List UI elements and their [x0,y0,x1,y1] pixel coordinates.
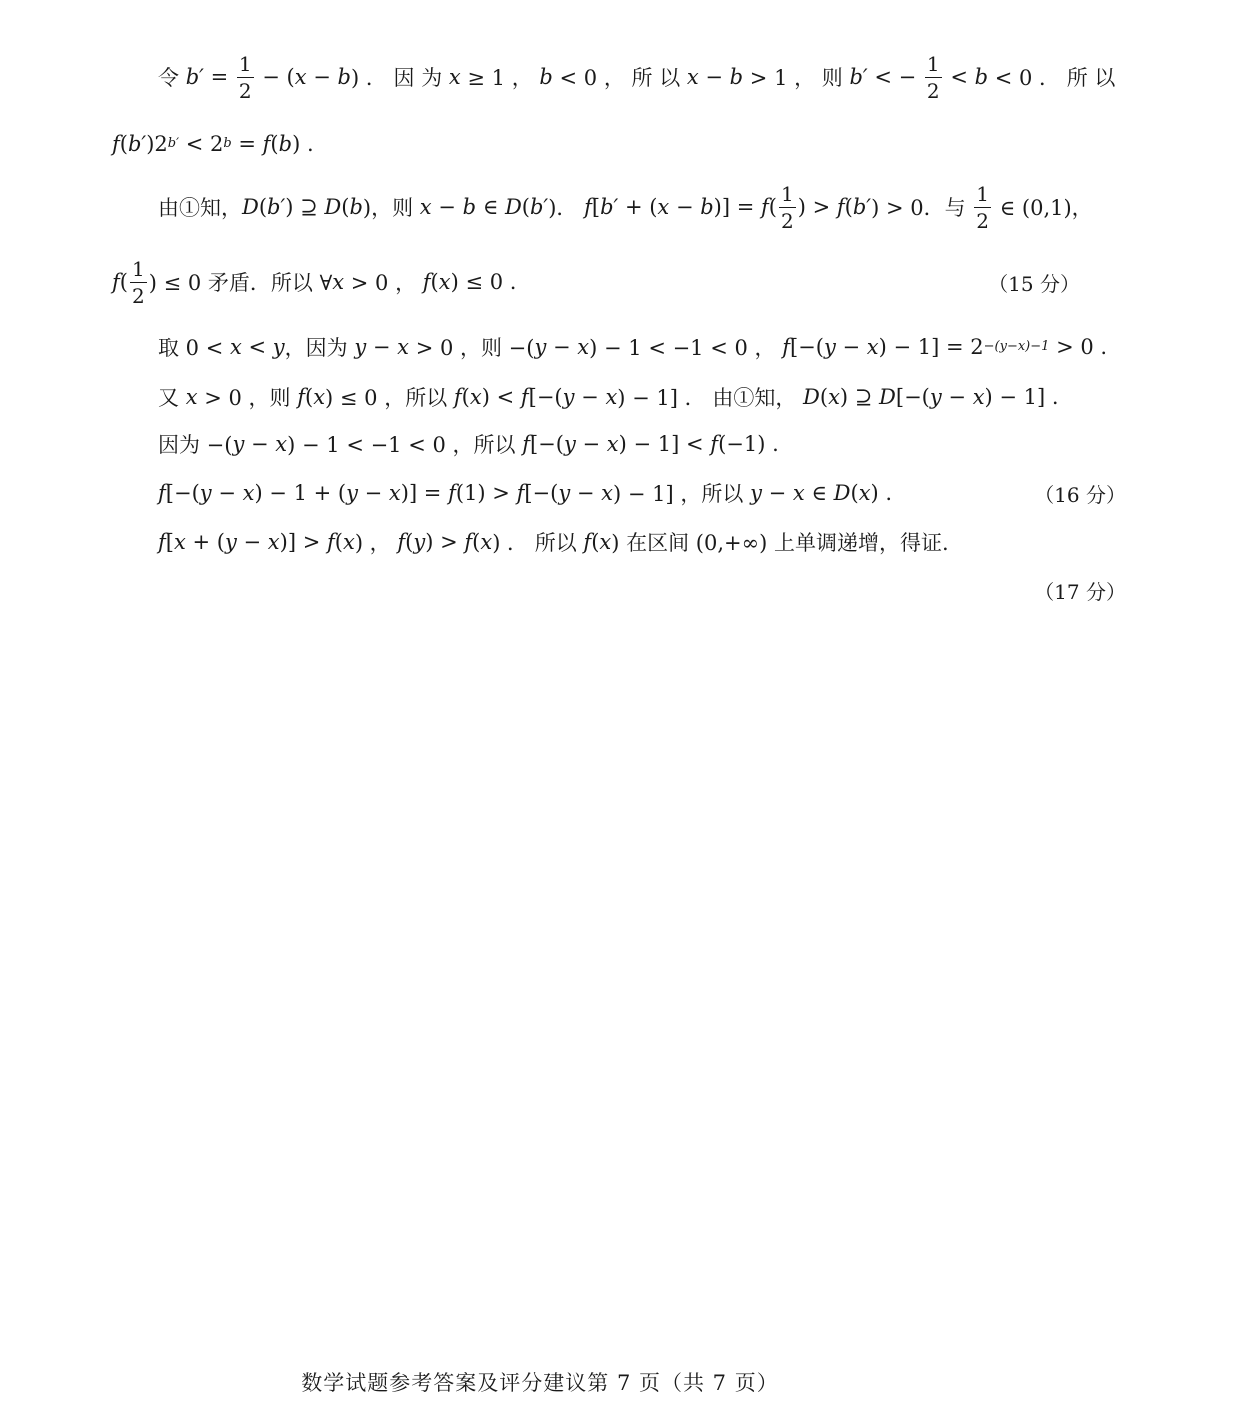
text-run: 因为 −( [158,433,233,457]
text-run: > 1 ， 则 [743,66,850,90]
math-variable: f [158,481,166,505]
math-variable: b [700,195,714,219]
text-run: > 0 ，则 [197,386,298,410]
fraction-numerator: 1 [976,181,989,206]
text-run: − [211,481,243,505]
text-run: ) > [797,195,837,219]
text-run: ( [461,385,470,409]
math-variable: f [112,132,120,156]
text-run: − [244,432,276,456]
fraction-denominator: 2 [781,208,794,233]
math-variable: x [185,385,198,409]
math-variable: f [262,132,271,156]
math-variable: y [346,481,358,505]
math-variable: f [516,481,525,505]
text-run: − [835,335,867,359]
math-variable: x [229,335,242,359]
text-run: ) − 1] . [984,385,1059,409]
text-run: )] > [279,530,327,554]
text-run: )] = [713,195,762,219]
fraction [237,51,254,103]
text-run: )2 [146,132,168,156]
line-text [158,382,1059,412]
text-run: 取 0 < [158,336,230,360]
text-run: ) − 1] ． 由①知， [617,386,804,410]
math-variable: D [504,195,522,219]
fraction-denominator: 2 [238,78,252,103]
math-variable: y [562,385,575,409]
math-variable: x [606,432,619,456]
text-run: ( [591,530,600,554]
text-run: [−( [528,385,563,409]
text-run: ) − 1 + ( [254,481,347,505]
math-variable: b′ [127,132,147,156]
text-run: < 0 ， 所 以 [552,66,687,90]
line-text [112,256,517,308]
text-run: − [941,385,973,409]
text-run: ( [768,195,777,219]
text-run: > 0 ，则 −( [409,336,535,360]
text-run: − [570,481,602,505]
line-text [158,181,1093,233]
text-run: ) . [870,481,893,505]
text-run: ( [119,270,128,294]
math-variable: f [297,385,305,409]
text-run: )，则 [362,196,420,220]
math-variable: f [464,530,473,554]
text-run: < [943,65,975,89]
line-3 [0,177,1238,237]
math-variable: y [534,335,547,359]
math-variable: f [761,195,769,219]
math-variable: b′ [529,195,549,219]
text-run: − [575,432,607,456]
line-4 [0,252,1192,312]
math-variable: b′ [849,65,868,89]
text-run: − [366,335,398,359]
math-variable: x [332,270,345,294]
fraction [974,181,991,233]
text-run: ( [119,132,128,156]
text-run: ∈ (0,1)， [993,196,1093,220]
text-run: > 0 . [1049,335,1108,359]
math-variable: x [388,481,401,505]
text-run: ) ， [354,531,398,555]
text-run: ( [270,132,279,156]
text-run: ) ． 因 为 [350,66,449,90]
text-run: ( [405,530,414,554]
text-run: ( [819,385,829,409]
math-variable: b′ [600,195,619,219]
text-run: ) ≤ 0 . [450,270,517,294]
line-text [158,51,1116,103]
fraction [925,51,942,103]
math-variable: b [539,65,553,89]
score-label: （15 分） [988,271,1080,296]
math-variable: x [828,385,840,409]
math-variable: x [419,195,432,219]
math-variable: x [342,530,355,554]
math-variable: y [224,530,237,554]
text-run: − [431,195,463,219]
text-run: ) − 1] < [618,432,711,456]
text-run: ) > 0．与 [871,196,973,220]
text-run: 令 [158,66,186,90]
text-run: = [203,65,235,89]
text-run: + ( [618,195,658,219]
fraction-denominator: 2 [926,78,940,103]
text-run: − [546,335,578,359]
math-variable: b′ [852,195,872,219]
text-run: [−( [524,481,559,505]
math-variable: D [242,195,259,219]
text-run: − [761,481,793,505]
text-run: − [698,65,730,89]
math-variable: y [272,335,285,359]
math-variable: x [242,481,255,505]
math-variable: x [972,385,985,409]
math-variable: f [583,530,592,554]
fraction-numerator: 1 [131,256,145,281]
math-variable: y [232,432,245,456]
math-variable: f [522,432,530,456]
math-variable: y [929,385,942,409]
page-footer: 数学试题参考答案及评分建议第 7 页（共 7 页） [301,1371,779,1395]
math-variable: b [278,132,293,156]
math-variable: x [448,65,461,89]
math-variable: x [657,195,670,219]
text-run: ) ． 所以 [492,531,584,555]
math-variable: y [823,335,836,359]
text-run: ) − 1] ，所以 [613,482,751,506]
math-variable: b′ [185,65,204,89]
text-run: ( [472,530,481,554]
text-run: ( [341,195,350,219]
text-run: 又 [158,386,186,410]
math-variable: x [792,481,805,505]
math-variable: f [112,270,120,294]
math-variable: x [866,335,879,359]
math-variable: D [803,385,820,409]
math-variable: x [294,65,307,89]
fraction-denominator: 2 [131,283,145,308]
fraction-numerator: 1 [781,181,794,206]
math-variable: f [836,195,845,219]
text-run: [−( [895,385,930,409]
text-run: ( [430,270,439,294]
math-variable: b [462,195,477,219]
text-run: − [357,481,389,505]
line-text: 取 0 < x < y ，因为 y − x > 0 ，则 −( y − x ) − 1 < −1 < 0 ， f [−( y − x ) − 1] = 2 −(y−x)−1 > 0 . [158,332,1107,362]
text-run: ( [521,195,530,219]
text-run: ( [258,195,268,219]
text-run: ) ≤ 0 矛盾．所以 ∀ [148,271,333,295]
math-variable: y [354,335,367,359]
math-variable: f [710,432,719,456]
text-run: < 2 [179,132,224,156]
text-run: ) ⊇ [285,195,325,219]
text-run: (1) > [455,481,517,505]
text-run: [−( [165,481,200,505]
text-run: ) ⊇ [839,385,880,409]
text-run: − [306,65,338,89]
text-run: = [231,132,263,156]
math-variable: f [448,481,456,505]
text-run: ( [844,195,853,219]
math-variable: y [413,530,426,554]
text-run: ) − 1 < −1 < 0 ，所以 [287,433,523,457]
text-run: ) − 1 < −1 < 0 ， [589,336,783,360]
fraction [779,181,796,233]
text-run: ) < [481,385,521,409]
math-variable: f [397,530,406,554]
fraction-denominator: 2 [976,208,989,233]
math-variable: b [337,65,351,89]
fraction-numerator: 1 [926,51,940,76]
math-variable: x [469,385,482,409]
math-variable: b [974,65,989,89]
math-variable: D [324,195,342,219]
text-run: )] = [400,481,449,505]
math-variable: f [584,195,592,219]
text-run: − [236,530,268,554]
text-run: 由①知， [158,196,242,220]
math-variable: x [605,385,618,409]
line-text: f ( b′ )2 b′ < 2 b = f ( b ) . [112,132,314,156]
text-run: [ [165,530,174,554]
text-run: − [574,385,606,409]
math-variable: f [158,530,166,554]
text-run: ( [334,530,343,554]
score-label: （17 分） [1034,579,1126,604]
math-variable: x [480,530,493,554]
math-variable: x [601,481,614,505]
text-run: [−( [529,432,564,456]
math-variable: x [686,65,699,89]
text-run: ，因为 [284,336,355,360]
text-run: ) 在区间 (0,+∞) 上单调递增，得证. [611,531,949,555]
text-run: − [669,195,701,219]
text-run: ( [304,385,314,409]
math-variable: b [729,65,744,89]
text-run: < − [867,65,923,89]
math-variable: y [558,481,571,505]
line-2 [0,114,1192,174]
math-variable: x [599,530,612,554]
math-variable: x [173,530,186,554]
fraction [130,256,147,308]
math-variable: x [267,530,280,554]
math-variable: x [577,335,590,359]
text-run: ∈ [476,195,505,219]
line-10 [0,560,1238,620]
text-run: + ( [185,530,225,554]
math-variable: D [833,481,851,505]
text-run: ) > [425,530,465,554]
math-variable: x [858,481,871,505]
math-variable: y [199,481,212,505]
text-run: ) ≤ 0 ，所以 [325,386,454,410]
text-run: ≥ 1 ， [460,66,540,90]
text-run: [−( [789,335,824,359]
text-run: ∈ [804,481,834,505]
text-run: < 0 ． 所 以 [988,66,1116,90]
line-text [158,429,779,459]
text-run: ) . [292,132,314,156]
math-variable: f [422,270,431,294]
math-variable: x [275,432,288,456]
math-variable: y [750,481,762,505]
text-run: [ [591,195,601,219]
text-run: ( [850,481,859,505]
text-run: − ( [255,65,295,89]
math-variable: f [520,385,529,409]
line-text [158,478,892,508]
math-variable: f [326,530,335,554]
math-variable: b [349,195,363,219]
math-variable: b′ [267,195,286,219]
math-variable: x [438,270,451,294]
math-variable: f [782,335,790,359]
text-run: )． [548,196,585,220]
text-run: (−1) . [718,432,779,456]
text-run: > 0 ， [344,271,423,295]
math-variable: x [397,335,410,359]
math-variable: f [453,385,462,409]
score-label: （16 分） [1034,482,1126,507]
math-variable: x [313,385,326,409]
math-variable: y [563,432,576,456]
fraction-numerator: 1 [238,51,252,76]
math-variable: D [879,385,896,409]
text-run: < [241,335,273,359]
text-run: ) − 1] = 2 [878,335,984,359]
line-1 [0,47,1238,107]
line-text [158,527,949,557]
